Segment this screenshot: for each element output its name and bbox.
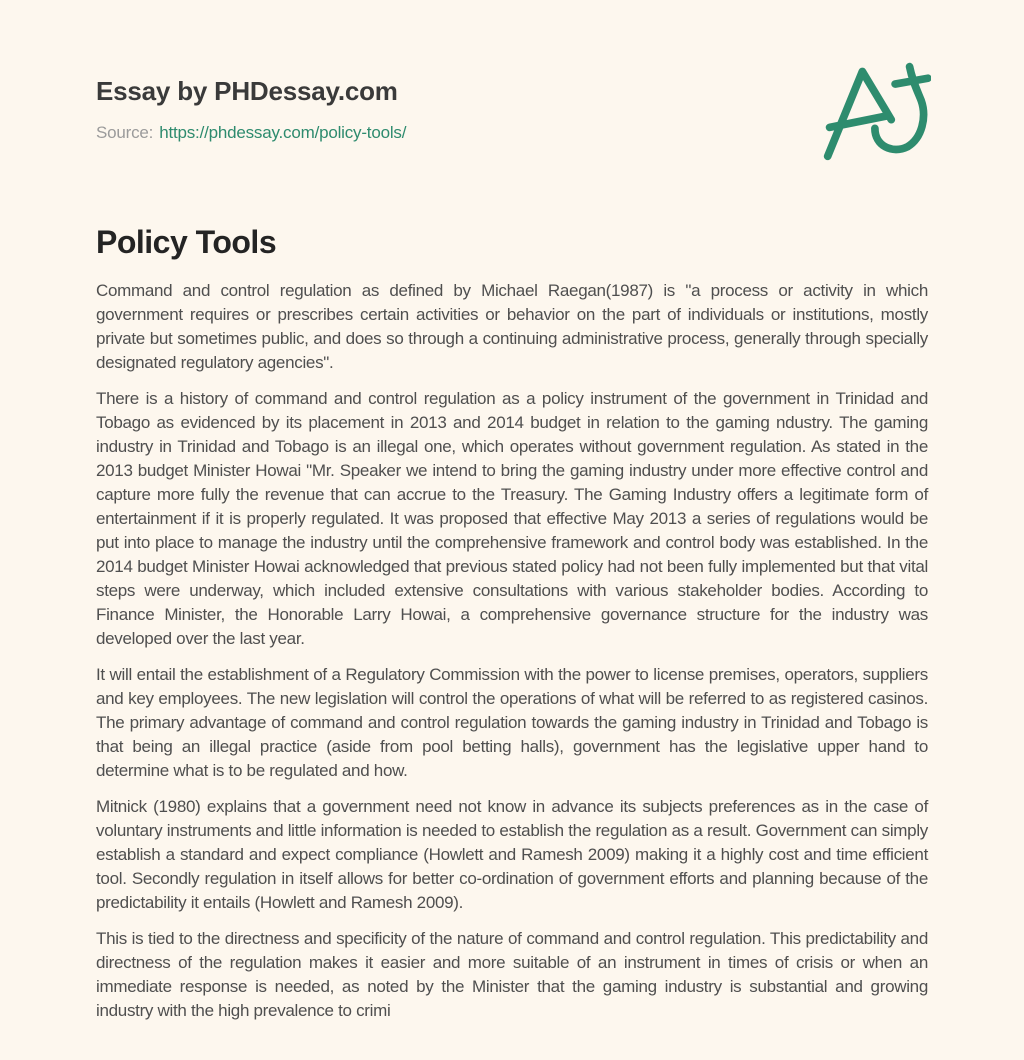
source-url-link[interactable]: https://phdessay.com/policy-tools/	[159, 123, 407, 142]
essay-paragraph: Command and control regulation as defined by Michael Raegan(1987) is "a process or activity in which government requires or prescribes certain activities or behavior on the part of individuals or institutions, mostly private but sometimes public, and does so through a continuing administrative process, generally through specially designated regulatory agencies".	[96, 281, 928, 372]
essay-byline: Essay by PHDessay.com	[96, 76, 398, 106]
page-title: Policy Tools	[96, 224, 277, 260]
source-label: Source:	[96, 123, 154, 142]
essay-paragraph: There is a history of command and control regulation as a policy instrument of the government in Trinidad and Tobago as evidenced by its placement in 2013 and 2014 budget in relation to the gaming ndustry. The gaming industry in Trinidad and Tobago is an illegal one, which operates without government regulation. As stated in the 2013 budget Minister Howai "Mr. Speaker we intend to bring the gaming industry under more effective control and capture more fully the revenue that can accrue to the Treasury. The Gaming Industry offers a legitimate form of entertainment if it is properly regulated. It was proposed that effective May 2013 a series of regulations would be put into place to manage the industry until the comprehensive framework and control body was established. In the 2014 budget Minister Howai acknowledged that previous stated policy had not been fully implemented but that vital steps were underway, which included extensive consultations with various stakeholder bodies. According to Finance Minister, the Honorable Larry Howai, a comprehensive governance structure for the industry was developed over the last year.	[96, 389, 928, 648]
phdessay-a-plus-logo-icon	[813, 58, 931, 164]
essay-paragraph: This is tied to the directness and specificity of the nature of command and control regulation. This predictability and directness of the regulation makes it easier and more suitable of an instrument in times of crisis or when an immediate response is needed, as noted by the Minister that the gaming industry is substantial and growing industry with the high prevalence to crimi	[96, 929, 928, 1020]
essay-paragraph: It will entail the establishment of a Regulatory Commission with the power to license premises, operators, suppliers and key employees. The new legislation will control the operations of what will be referred to as registered casinos. The primary advantage of command and control regulation towards the gaming industry in Trinidad and Tobago is that being an illegal practice (aside from pool betting halls), government has the legislative upper hand to determine what is to be regulated and how.	[96, 665, 928, 780]
source-line	[96, 122, 928, 144]
essay-body	[96, 279, 928, 1023]
essay-paragraph: Mitnick (1980) explains that a government need not know in advance its subjects preferences as in the case of voluntary instruments and little information is needed to establish the regulation as a result. Government can simply establish a standard and expect compliance (Howlett and Ramesh 2009) making it a highly cost and time efficient tool. Secondly regulation in itself allows for better co-ordination of government efforts and planning because of the predictability it entails (Howlett and Ramesh 2009).	[96, 797, 928, 912]
logo-plus-crossbar	[895, 78, 928, 84]
